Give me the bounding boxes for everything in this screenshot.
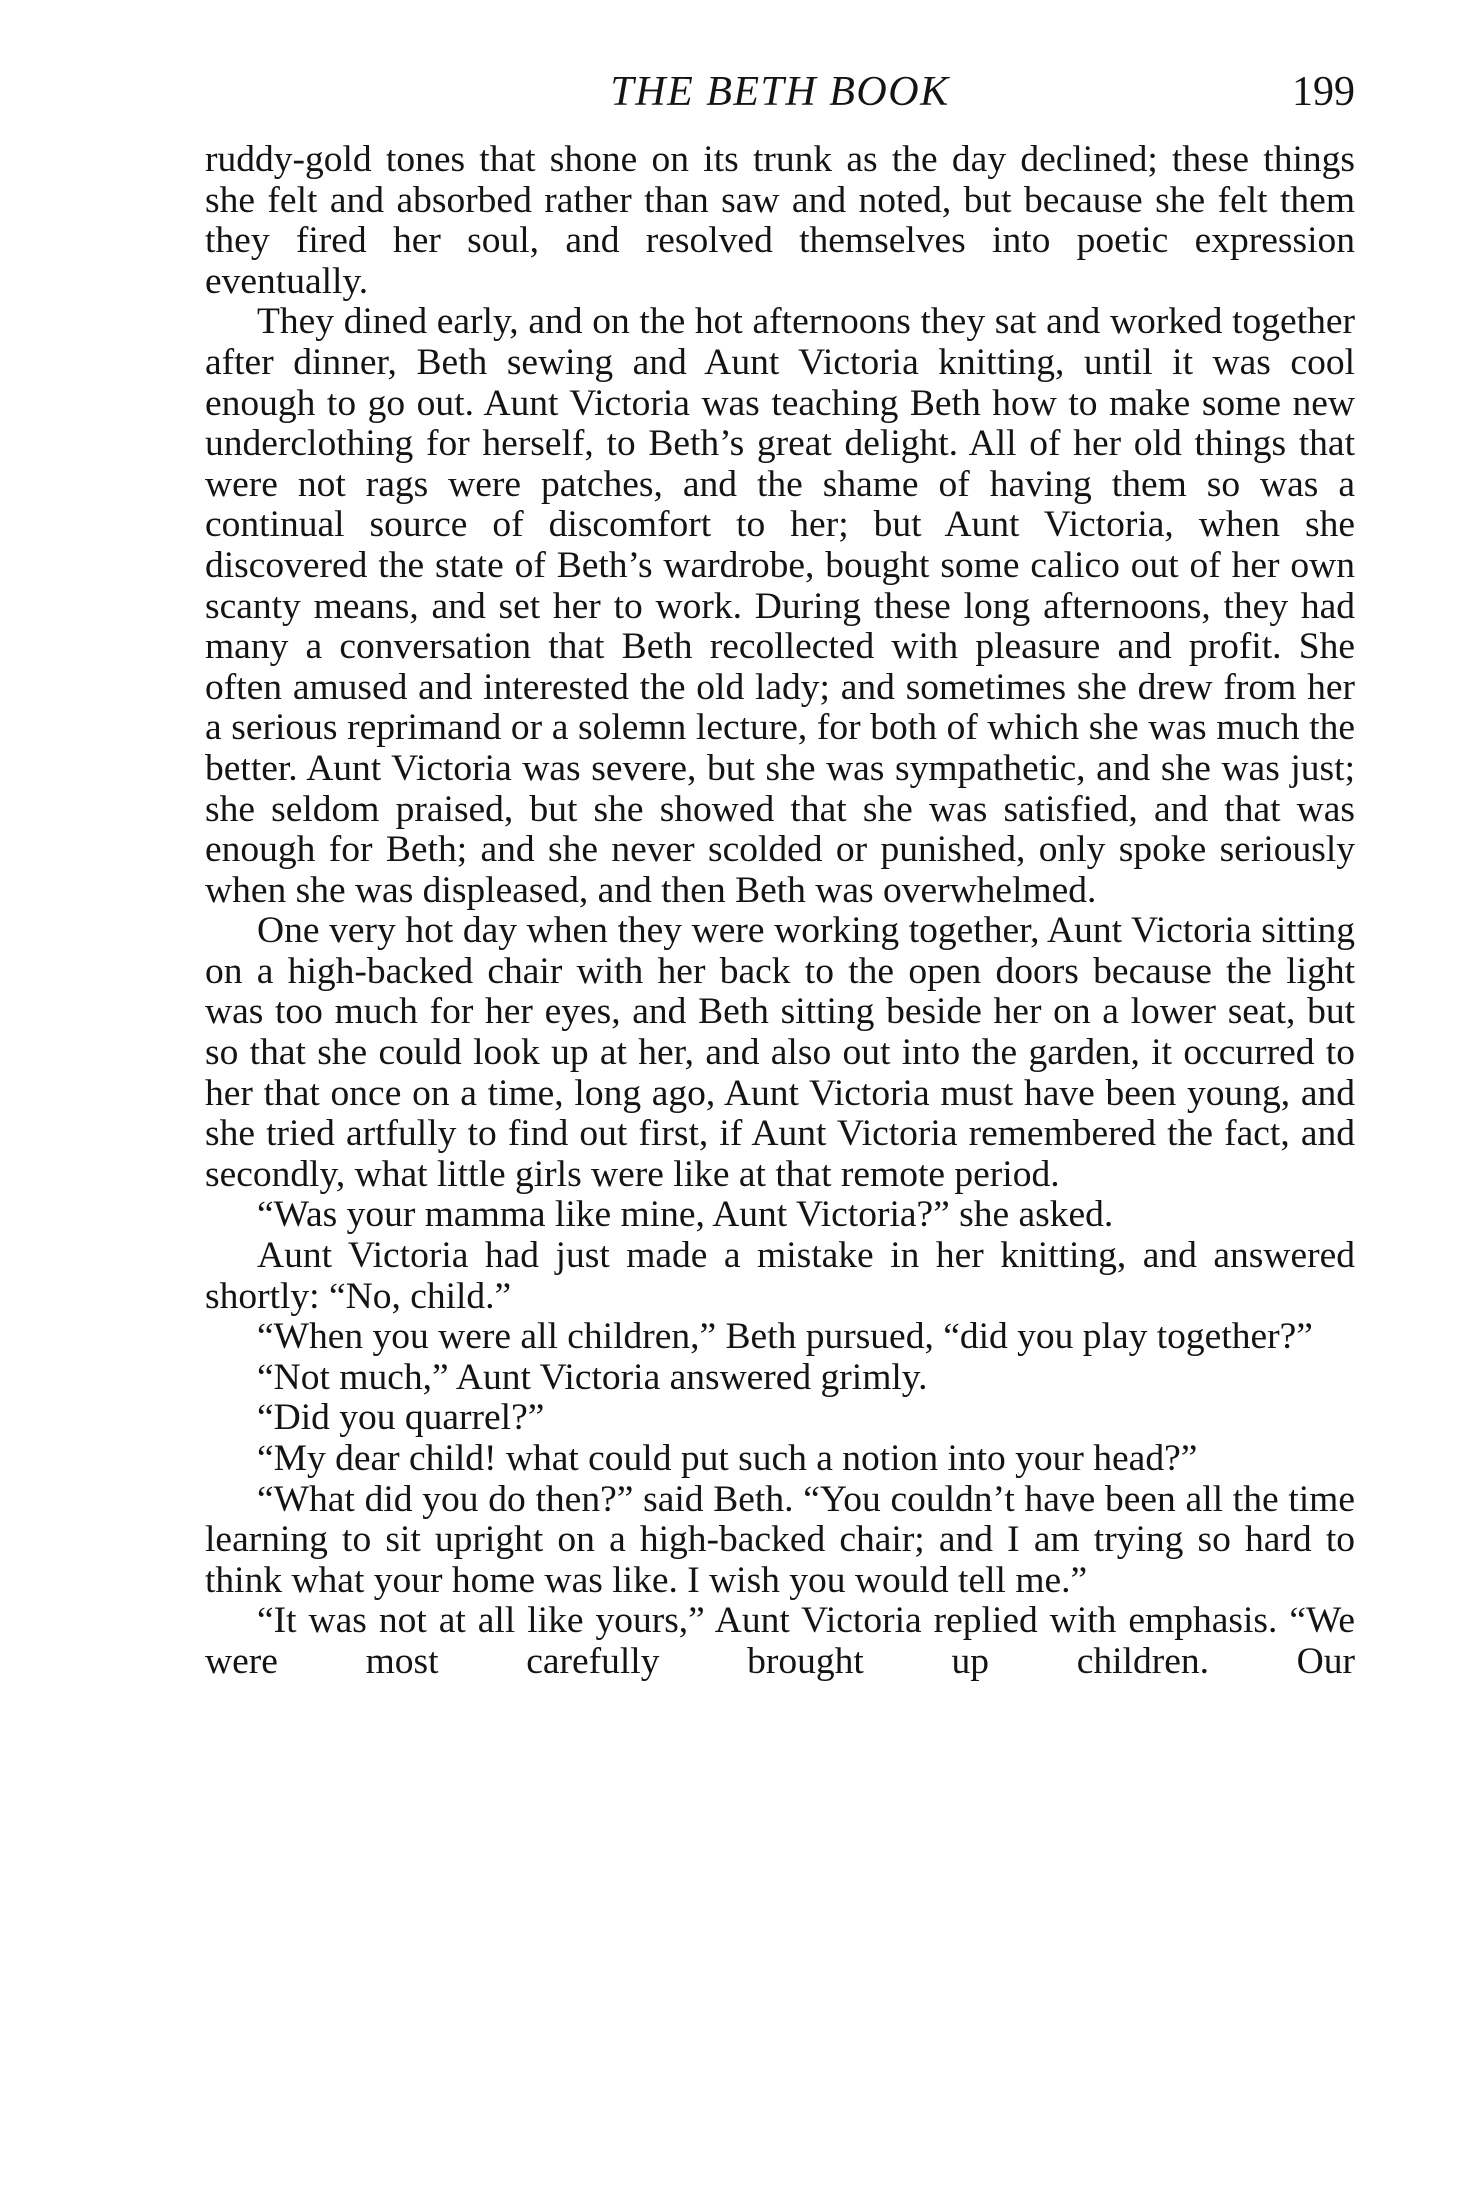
body-text — [205, 140, 1355, 1683]
paragraph-10: “What did you do then?” said Beth. “You couldn’t have been all the time learning to sit upright on a high-backed chair; and I am trying so hard to think what your home was like. I wish you would tell me.” — [205, 1478, 1355, 1601]
paragraph-1: ruddy-gold tones that shone on its trunk as the day declined; these things she felt and absorbed rather than saw and noted, but because she felt them they fired her soul, and resolved themselves into poetic expression eventually. — [205, 139, 1355, 302]
running-head — [205, 62, 1355, 122]
paragraph-8: “Did you quarrel?” — [257, 1397, 545, 1439]
paragraph-9: “My dear child! what could put such a notion into your head?” — [257, 1438, 1198, 1479]
page-number: 199 — [1292, 69, 1355, 115]
paragraph-11: “It was not at all like yours,” Aunt Victoria replied with emphasis. “We were most carefully brought up children. Our — [205, 1600, 1355, 1682]
running-title: THE BETH BOOK — [610, 69, 950, 115]
paragraph-6: “When you were all children,” Beth pursued, “did you play together?” — [257, 1316, 1313, 1358]
paragraph-2: They dined early, and on the hot afternoons they sat and worked together after dinner, Beth sewing and Aunt Victoria knitting, until it was cool enough to go out. Aunt Victoria was teaching Beth how to make some new underclothing for herself, to Beth’s great delight. All of her old things that were not rags were patches, and the shame of having them so was a continual source of discomfort to her; but Aunt Victoria, when she discovered the state of Beth’s wardrobe, bought some calico out of her own scanty means, and set her to work. During these long afternoons, they had many a conversation that Beth recollected with pleasure and profit. She often amused and interested the old lady; and sometimes she drew from her a serious reprimand or a solemn lecture, for both of which she was much the better. Aunt Victoria was severe, but she was sympathetic, and she was just; she seldom praised, but she showed that she was satisfied, and that was enough for Beth; and she never scolded or punished, only spoke seriously when she was displeased, and then Beth was overwhelmed. — [205, 301, 1355, 911]
paragraph-5: Aunt Victoria had just made a mistake in her knitting, and answered shortly: “No, child.” — [205, 1235, 1355, 1317]
paragraph-7: “Not much,” Aunt Victoria answered grimly. — [257, 1356, 928, 1398]
paragraph-4: “Was your mamma like mine, Aunt Victoria?” she asked. — [257, 1194, 1114, 1236]
paragraph-3: One very hot day when they were working together, Aunt Victoria sitting on a high-backed chair with her back to the open doors because the light was too much for her eyes, and Beth sitting beside her on a lower seat, but so that she could look up at her, and also out into the garden, it occurred to her that once on a time, long ago, Aunt Victoria must have been young, and she tried artfully to find out first, if Aunt Victoria remembered the fact, and secondly, what little girls were like at that remote period. — [205, 910, 1355, 1195]
